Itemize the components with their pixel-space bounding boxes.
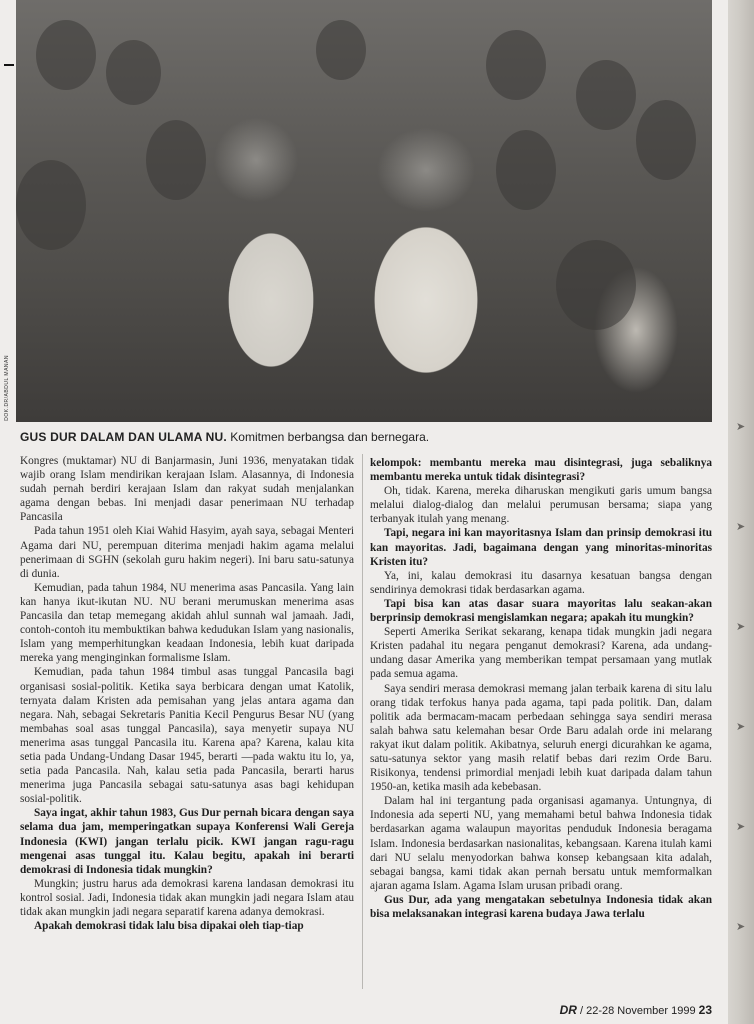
photo-credit: DOK.DR/ABDUL MANAN [4,355,10,421]
caption-text: Komitmen berbangsa dan bernegara. [226,430,430,444]
caption-lead: GUS DUR DALAM DAN ULAMA NU. [20,430,227,444]
paragraph: Dalam hal ini tergantung pada organisasi agamanya. Untungnya, di Indonesia ada seperti NU, yang memahami betul bahwa Indonesia tidak berdasarkan agama walaupun mayoritas penduduk Indonesia beragama Islam. Indonesia berdasarkan nasionalitas, kebangsaan. Karena itulah kami dari NU selalu menyodorkan bahwa konsep kebangsaan kita adalah, sebagai bangsa, kami tidak akan pernah bersatu untuk memformalkan ajaran agama Islam. Agama Islam urusan pribadi orang. [370,795,712,892]
page-number: 23 [698,1003,712,1017]
magazine-logo: DR [559,1003,577,1017]
news-photo [16,0,712,422]
arrow-icon: ➤ [736,520,746,533]
paragraph: Saya sendiri merasa demokrasi memang jalan terbaik karena di situ lalu orang tidak terfokus hanya pada agama, tapi pada politik. Dan, dalam politik ada bermacam-macam perbedaan sehingga saya sendiri merasa salah bahwa satu kelemahan besar Orde Baru adalah orde ini melarang rakyat ikut dalam politik. Akibatnya, seluruh energi dicurahkan ke agama, satu-satunya sektor yang masih relatif bebas dari rezim Orde Baru. Risikonya, tendensi primordial menjadi lebih kuat daripada dalam tahun 1950-an, ketika masih ada kebebasan. [370,682,712,794]
arrow-icon: ➤ [736,920,746,933]
article-column-left [20,454,354,933]
paragraph: Oh, tidak. Karena, mereka diharuskan mengikuti garis umum bangsa melalui dialog-dialog dan melalui perumusan bersama; siapa yang terbanyak itulah yang menang. [370,485,712,526]
arrow-icon: ➤ [736,620,746,633]
paragraph: Kongres (muktamar) NU di Banjarmasin, Juni 1936, menyatakan tidak wajib orang Islam mendirikan kerajaan Islam. Alasannya, di Indonesia sudah pernah berdiri kerajaan Islam dan rakyat sudah menjalankan agama dengan bebas. Ini menjadi dasar penerimaan NU terhadap Pancasila [20,455,354,524]
question-paragraph: Tapi, negara ini kan mayoritasnya Islam dan prinsip demokrasi itu kan mayoritas. Jadi, bagaimana dengan yang minoritas-minoritas Kristen itu? [370,527,712,568]
question-paragraph: Gus Dur, ada yang mengatakan sebetulnya Indonesia tidak akan bisa melaksanakan integrasi karena budaya Jawa terlalu [370,893,712,920]
paragraph: Ya, ini, kalau demokrasi itu dasarnya kesatuan bangsa dengan sendirinya demokrasi tidak berdasarkan agama. [370,569,712,596]
photo-caption [20,430,720,444]
article-column-right [370,456,712,921]
page-edge [728,0,754,1024]
arrow-icon: ➤ [736,820,746,833]
issue-date: / 22-28 November 1999 [576,1005,699,1017]
column-divider [362,454,363,989]
paragraph: Kemudian, pada tahun 1984, NU menerima asas Pancasila. Yang lain kan hanya ikut-ikutan NU. NU berani merumuskan menerima asas Pancasila dan tetap memegang akidah ahlul sunnah wal jamaah. Jadi, contoh-contoh itu membuktikan bahwa kedudukan Islam yang nasionalis, Islam yang memperhitungkan keadaan Indonesia, lebih kuat daripada mereka yang menginginkan formalisme Islam. [20,581,354,665]
question-paragraph: Apakah demokrasi tidak lalu bisa dipakai oleh tiap-tiap [34,920,304,933]
question-paragraph: Saya ingat, akhir tahun 1983, Gus Dur pernah bicara dengan saya selama dua jam, memperingatkan supaya Konferensi Wali Gereja Indonesia (KWI) jangan terlalu picik. KWI jangan ragu-ragu mengenai asas tunggal itu. Kalau begitu, apakah ini berarti demokrasi di Indonesia tidak mungkin? [20,807,354,876]
margin-mark [4,64,14,66]
question-paragraph: kelompok: membantu mereka mau disintegrasi, juga sebaliknya membantu mereka untuk tidak disintegrasi? [370,457,712,484]
paragraph: Kemudian, pada tahun 1984 timbul asas tunggal Pancasila bagi organisasi sosial-politik. Ketika saya berbicara dengan umat Katolik, ternyata dalam Kristen ada pemisahan yang jelas antara agama dan negara. Nah, sebagai Sekretaris Panitia Kecil Pengurus Besar NU (yang membahas soal asas tunggal Pancasila), saya menyetir supaya NU menerima asas tunggal Pancasila itu. Karena apa? Karena, kalau kita setia pada Undang-Undang Dasar 1945, berarti —pada waktu itu lo, ya, setia pada Pancasila. Nah, kalau setia pada Pancasila, berarti harus menerima juga Pancasila sebagai satu-satunya asas bagi kehidupan sosial-politik. [20,666,354,806]
paragraph: Pada tahun 1951 oleh Kiai Wahid Hasyim, ayah saya, sebagai Menteri Agama dari NU, perempuan diterima menjadi hakim agama melalui penerimaan di SGHN (sekolah guru hakim negeri). Ini baru satu-satunya di dunia. [20,525,354,580]
question-paragraph: Tapi bisa kan atas dasar suara mayoritas lalu seakan-akan berprinsip demokrasi mengislamkan negara; apakah itu mungkin? [370,597,712,625]
arrow-icon: ➤ [736,420,746,433]
page-footer [560,1003,712,1017]
paragraph: Mungkin; justru harus ada demokrasi karena landasan demokrasi itu kontrol sosial. Jadi, Indonesia tidak akan mungkin jadi negara Islam atau tidak akan mungkin jadi negara separatif karena adanya demokrasi. [20,877,354,918]
arrow-icon: ➤ [736,720,746,733]
paragraph: Seperti Amerika Serikat sekarang, kenapa tidak mungkin jadi negara Kristen padahal itu negara penganut demokrasi? Karena, ada undang-undang dasar Amerika yang memberikan tempat persamaan yang mutlak pada semua agama. [370,626,712,681]
